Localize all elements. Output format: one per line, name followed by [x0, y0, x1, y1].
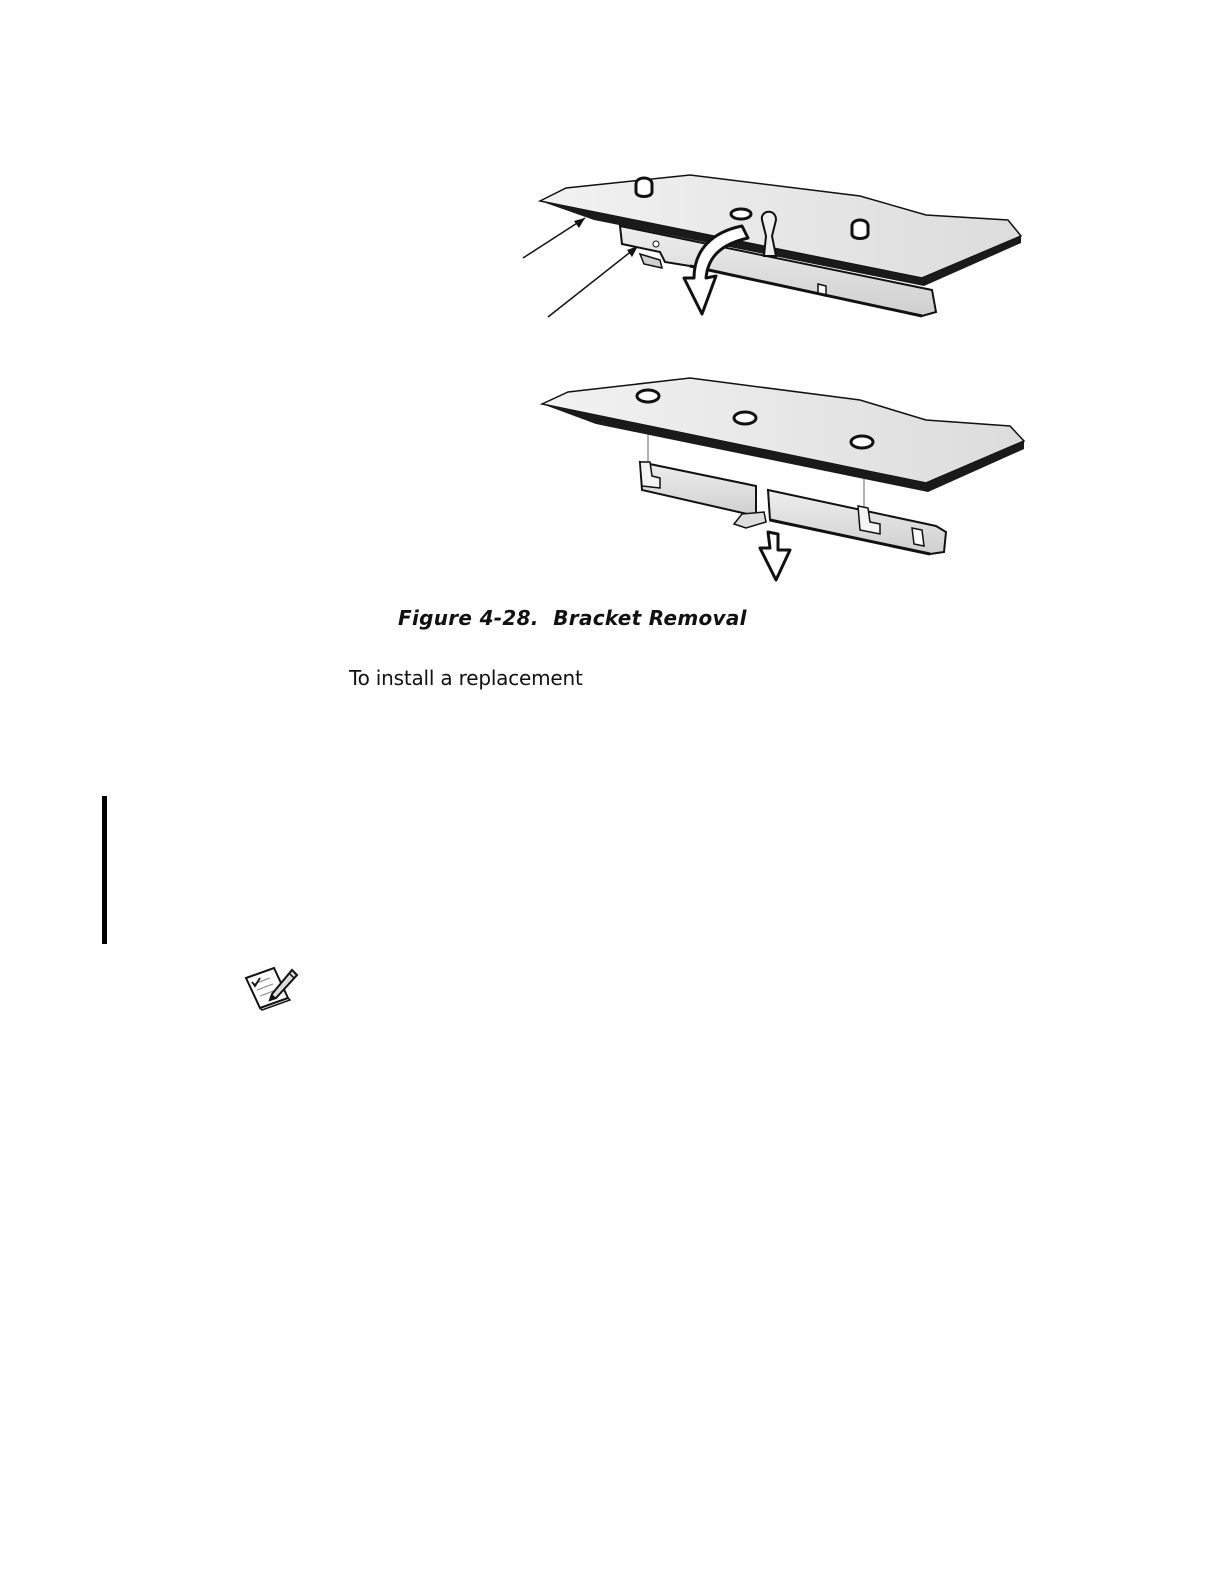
leader-line-bracket [548, 246, 638, 317]
body-paragraph: To install a replacement [349, 666, 583, 690]
bottom-hole-left [637, 390, 659, 402]
bottom-bracket-notch [912, 528, 924, 546]
top-bracket-hole [653, 241, 659, 247]
bottom-hole-right [851, 436, 873, 448]
bottom-hole-center [734, 412, 756, 424]
top-hole-center [731, 209, 751, 219]
figure-caption: Figure 4-28. Bracket Removal [398, 606, 747, 630]
change-bar [102, 796, 107, 944]
bottom-bracket-left-half [640, 462, 756, 516]
bracket-removal-illustration [0, 0, 1224, 620]
note-pencil-icon [240, 964, 302, 1012]
top-keyhole-left [636, 178, 652, 197]
bottom-panel-surface [542, 378, 1024, 483]
down-arrow [760, 532, 790, 580]
top-keyhole-right [852, 220, 868, 239]
bottom-view [542, 378, 1024, 580]
leader-arrowhead-panel [574, 218, 585, 228]
top-view [523, 175, 1021, 317]
bottom-bracket-tab [734, 512, 766, 528]
top-bracket-lip [640, 254, 662, 268]
leader-line-panel [523, 218, 585, 258]
